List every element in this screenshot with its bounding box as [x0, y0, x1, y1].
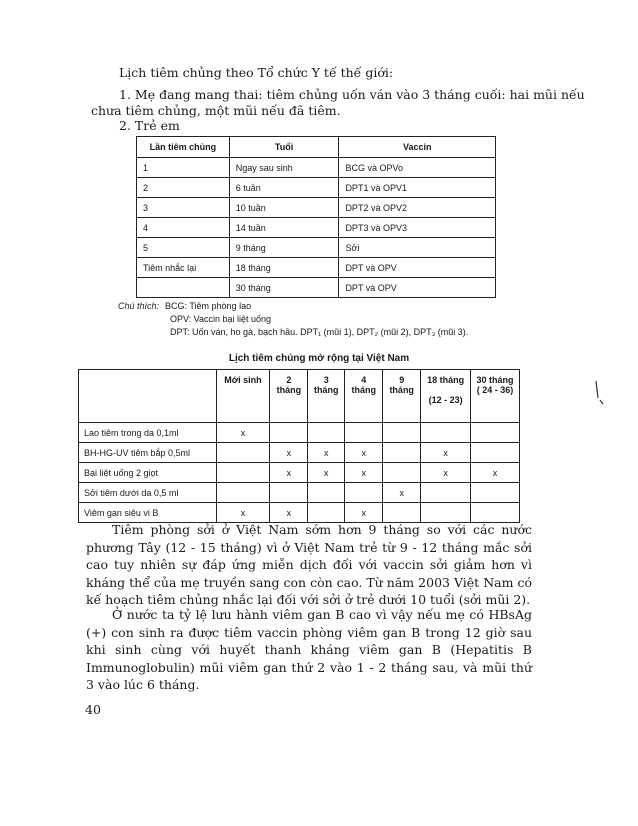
item-1-line-2: chưa tiêm chủng, một mũi nếu đã tiêm. [91, 103, 341, 118]
mark-cell [216, 443, 270, 463]
table-cell: 9 tháng [229, 238, 339, 258]
section-heading: Lịch tiêm chủng theo Tổ chức Y tế thế giới: [119, 65, 394, 80]
column-header: Tuổi [229, 137, 339, 158]
column-header: 4 tháng [345, 370, 383, 423]
row-label: Sởi tiêm dưới da 0,5 ml [79, 483, 217, 503]
table-cell: 3 [137, 198, 230, 218]
mark-cell [383, 443, 421, 463]
table-row [137, 178, 496, 198]
table-cell: DPT1 và OPV1 [339, 178, 496, 198]
mark-cell [270, 423, 308, 443]
mark-cell [421, 423, 471, 443]
table-cell: 18 tháng [229, 258, 339, 278]
table-header-row [137, 137, 496, 158]
table-cell: 1 [137, 158, 230, 178]
mark-cell: x [345, 503, 383, 523]
mark-cell [471, 503, 520, 523]
table-cell: DPT và OPV [339, 258, 496, 278]
item-2: 2. Trẻ em [119, 118, 180, 133]
table-row [137, 218, 496, 238]
table-cell: DPT3 và OPV3 [339, 218, 496, 238]
column-header: Mới sinh [216, 370, 270, 423]
table-row [137, 258, 496, 278]
note-dpt: DPT: Uốn ván, ho gà, bạch hầu. DPT₁ (mũi 1), DPT₂ (mũi 2), DPT₃ (mũi 3). [170, 327, 469, 337]
column-header-empty [79, 370, 217, 423]
table-row [79, 483, 520, 503]
mark-cell [383, 463, 421, 483]
table-row [137, 158, 496, 178]
table-row [79, 423, 520, 443]
table-cell: Sởi [339, 238, 496, 258]
mark-cell: x [216, 423, 270, 443]
table-row [137, 238, 496, 258]
table-cell: 30 tháng [229, 278, 339, 298]
vn-schedule-table [78, 369, 520, 523]
mark-cell [216, 463, 270, 483]
margin-pen-mark [590, 378, 610, 408]
column-header: 9 tháng [383, 370, 421, 423]
mark-cell [383, 423, 421, 443]
item-1-line-1: 1. Mẹ đang mang thai: tiêm chủng uốn ván vào 3 tháng cuối: hai mũi nếu [119, 87, 585, 102]
column-header: 3 tháng [308, 370, 345, 423]
mark-cell: x [345, 463, 383, 483]
mark-cell: x [270, 443, 308, 463]
row-label: BH-HG-UV tiêm bắp 0,5ml [79, 443, 217, 463]
vn-table-title: Lịch tiêm chủng mở rộng tại Việt Nam [228, 353, 410, 364]
mark-cell [345, 423, 383, 443]
mark-cell [421, 483, 471, 503]
row-label: Lao tiêm trong da 0,1ml [79, 423, 217, 443]
table-cell [137, 278, 230, 298]
table-cell: 4 [137, 218, 230, 238]
mark-cell [471, 443, 520, 463]
table-cell: Tiêm nhắc lại [137, 258, 230, 278]
note-bcg: BCG: Tiêm phòng lao [165, 301, 252, 311]
table-row [137, 278, 496, 298]
table-row [79, 463, 520, 483]
table-cell: 10 tuần [229, 198, 339, 218]
column-header: 18 tháng (12 - 23) [421, 370, 471, 423]
mark-cell: x [471, 463, 520, 483]
mark-cell [270, 483, 308, 503]
table-cell: BCG và OPVo [339, 158, 496, 178]
mark-cell: x [308, 443, 345, 463]
mark-cell: x [216, 503, 270, 523]
mark-cell: x [383, 483, 421, 503]
table-cell: 2 [137, 178, 230, 198]
table-cell: 5 [137, 238, 230, 258]
column-header: Lần tiêm chủng [137, 137, 230, 158]
notes-block [118, 300, 468, 339]
table-header-row [79, 370, 520, 423]
table-row [137, 198, 496, 218]
column-header: Vaccin [339, 137, 496, 158]
table-cell: Ngay sau sinh [229, 158, 339, 178]
mark-cell [308, 503, 345, 523]
note-opv: OPV: Vaccin bại liệt uống [170, 314, 272, 324]
table-row [79, 503, 520, 523]
who-schedule-table [136, 136, 496, 298]
notes-label: Chú thích: [118, 301, 160, 311]
mark-cell: x [421, 443, 471, 463]
column-header: 30 tháng ( 24 - 36) [471, 370, 520, 423]
table-cell: 14 tuần [229, 218, 339, 238]
mark-cell: x [270, 503, 308, 523]
mark-cell [383, 503, 421, 523]
mark-cell [471, 483, 520, 503]
table-cell: DPT và OPV [339, 278, 496, 298]
row-label: Viêm gan siêu vi B [79, 503, 217, 523]
mark-cell [308, 483, 345, 503]
mark-cell: x [308, 463, 345, 483]
paragraph-hepatitis-b: Ở nước ta tỷ lệ lưu hành viêm gan B cao vì vậy nếu mẹ có HBsAg (+) con sinh ra được tiêm vaccin phòng viêm gan B trong 12 giờ sau khi sinh cùng với huyết thanh kháng viêm gan B (Hepatitis B Immunoglobulin) mũi viêm gan thứ 2 vào 1 - 2 tháng sau, và mũi thứ 3 vào lúc 6 tháng. [86, 607, 532, 692]
mark-cell [421, 503, 471, 523]
row-label: Bại liệt uống 2 giọt [79, 463, 217, 483]
mark-cell: x [270, 463, 308, 483]
column-header: 2 tháng [270, 370, 308, 423]
mark-cell: x [345, 443, 383, 463]
table-row [79, 443, 520, 463]
table-cell: DPT2 và OPV2 [339, 198, 496, 218]
mark-cell: x [421, 463, 471, 483]
paragraph-measles: Tiêm phòng sởi ở Việt Nam sớm hơn 9 tháng so với các nước phương Tây (12 - 15 tháng) vì ở Việt Nam trẻ từ 9 - 12 tháng mắc sởi cao tuy nhiên sự đáp ứng miễn dịch đối với vaccin sởi giảm hơn vì kháng thể của mẹ truyền sang con còn cao. Từ năm 2003 Việt Nam có kế hoạch tiêm chủng nhắc lại đối với sởi ở trẻ dưới 10 tuổi (sởi mũi 2). [86, 522, 532, 607]
mark-cell [471, 423, 520, 443]
mark-cell [216, 483, 270, 503]
mark-cell [308, 423, 345, 443]
mark-cell [345, 483, 383, 503]
table-cell: 6 tuần [229, 178, 339, 198]
page-number: 40 [85, 702, 101, 717]
